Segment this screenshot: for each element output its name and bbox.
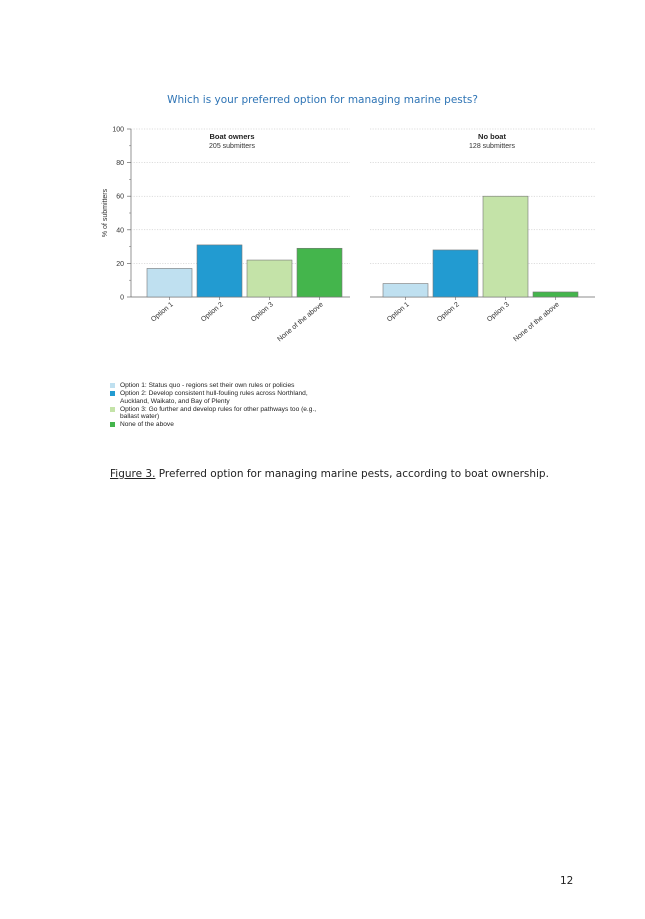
x-tick-label: None of the above bbox=[276, 301, 325, 344]
legend-label: Option 3: Go further and develop rules for other pathways too (e.g., ballast water) bbox=[120, 405, 317, 421]
figure-caption-label: Figure 3. bbox=[110, 468, 156, 480]
legend-item-option-2 bbox=[110, 390, 330, 405]
x-tick-label: Option 1 bbox=[386, 301, 411, 324]
y-tick-label: 0 bbox=[120, 294, 124, 302]
figure-caption bbox=[110, 468, 549, 480]
legend-item-option-1 bbox=[110, 382, 330, 390]
legend-label: None of the above bbox=[120, 421, 174, 429]
legend-item-option-3 bbox=[110, 406, 330, 421]
x-tick-label: Option 3 bbox=[486, 301, 511, 324]
legend-swatch bbox=[110, 383, 115, 388]
page-number: 12 bbox=[560, 875, 574, 887]
bar-no-boat-2 bbox=[433, 250, 478, 297]
legend-item-none bbox=[110, 421, 330, 429]
y-tick-label: 60 bbox=[116, 193, 124, 201]
legend-label: Option 1: Status quo - regions set their own rules or policies bbox=[120, 382, 295, 389]
panel-title: Boat owners bbox=[209, 132, 255, 141]
x-tick-label: None of the above bbox=[512, 301, 561, 344]
y-tick-label: 20 bbox=[116, 260, 124, 268]
bar-no-boat-3 bbox=[483, 196, 528, 297]
bar-boat-owners-3 bbox=[247, 260, 292, 297]
legend-swatch bbox=[110, 391, 115, 396]
y-tick-label: 100 bbox=[112, 126, 124, 134]
panel-subtitle: 128 submitters bbox=[469, 143, 515, 150]
legend-swatch bbox=[110, 407, 115, 412]
legend-label: Option 2: Develop consistent hull-fouling rules across Northland, Auckland, Waikato, and Bay of Plenty bbox=[120, 390, 308, 405]
bar-boat-owners-4 bbox=[297, 248, 342, 297]
legend-swatch bbox=[110, 422, 115, 427]
x-tick-label: Option 1 bbox=[150, 301, 175, 324]
panel-title: No boat bbox=[478, 132, 506, 141]
y-tick-label: 40 bbox=[116, 227, 124, 235]
bar-no-boat-4 bbox=[533, 292, 578, 297]
chart-legend bbox=[110, 382, 330, 430]
chart-title: Which is your preferred option for managing marine pests? bbox=[167, 94, 478, 106]
y-tick-label: 80 bbox=[116, 160, 124, 168]
y-axis-label: % of submitters bbox=[102, 188, 109, 238]
bar-boat-owners-1 bbox=[147, 268, 192, 297]
x-tick-label: Option 2 bbox=[436, 301, 461, 324]
bar-no-boat-1 bbox=[383, 284, 428, 297]
bar-chart bbox=[0, 0, 645, 380]
figure-caption-text: Preferred option for managing marine pests, according to boat ownership. bbox=[155, 468, 549, 480]
x-tick-label: Option 2 bbox=[200, 301, 225, 324]
bar-boat-owners-2 bbox=[197, 245, 242, 297]
panel-subtitle: 205 submitters bbox=[209, 143, 255, 150]
x-tick-label: Option 3 bbox=[250, 301, 275, 324]
